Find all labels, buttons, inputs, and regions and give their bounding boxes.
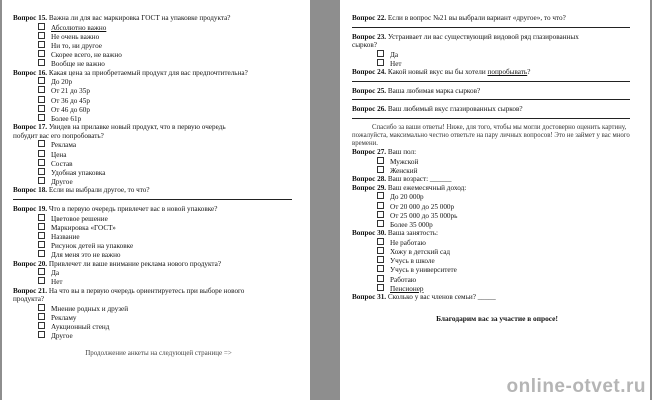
- option[interactable]: Более 35 000р: [352, 220, 642, 229]
- checkbox-icon[interactable]: [38, 159, 45, 166]
- checkbox-icon[interactable]: [377, 275, 384, 282]
- checkbox-icon[interactable]: [377, 166, 384, 173]
- option[interactable]: Рекламу: [13, 313, 304, 322]
- option[interactable]: Цена: [13, 150, 304, 159]
- questionnaire-page-2: [340, 0, 650, 400]
- checkbox-icon[interactable]: [38, 32, 45, 39]
- checkbox-icon[interactable]: [377, 192, 384, 199]
- answer-line[interactable]: [352, 24, 630, 28]
- question-22: Вопрос 22. Если в вопрос №21 вы выбрали вариант «другое», то что?: [352, 14, 566, 22]
- option[interactable]: Название: [13, 232, 304, 241]
- checkbox-icon[interactable]: [38, 268, 45, 275]
- checkbox-icon[interactable]: [38, 304, 45, 311]
- checkbox-icon[interactable]: [377, 238, 384, 245]
- option[interactable]: Не очень важно: [13, 32, 304, 41]
- option[interactable]: Для меня это не важно: [13, 250, 304, 259]
- answer-line[interactable]: [352, 115, 630, 119]
- checkbox-icon[interactable]: [38, 50, 45, 57]
- option[interactable]: Хожу в детский сад: [352, 247, 642, 256]
- checkbox-icon[interactable]: [38, 96, 45, 103]
- question-16: Вопрос 16. Какая цена за приобретаемый продукт для вас предпочтительна?: [13, 68, 248, 77]
- option[interactable]: Рисунок детей на упаковке: [13, 241, 304, 250]
- option[interactable]: Реклама: [13, 140, 304, 149]
- question-23-cont: сырков?: [352, 41, 377, 50]
- option[interactable]: От 46 до 60р: [13, 105, 304, 114]
- option[interactable]: Маркировка «ГОСТ»: [13, 223, 304, 232]
- checkbox-icon[interactable]: [377, 220, 384, 227]
- checkbox-icon[interactable]: [38, 140, 45, 147]
- checkbox-icon[interactable]: [38, 23, 45, 30]
- question-25: Вопрос 25. Ваша любимая марка сырков?: [352, 86, 481, 95]
- answer-line[interactable]: [13, 196, 292, 200]
- answer-line[interactable]: [352, 78, 630, 82]
- question-26: Вопрос 26. Ваш любимый вкус глазированных сырков?: [352, 105, 523, 114]
- question-23: Вопрос 23. Устраивает ли вас существующий видовой ряд глазированных: [352, 32, 579, 41]
- thanks-note: Благодарим вас за участие в опросе!: [436, 313, 558, 323]
- checkbox-icon[interactable]: [38, 177, 45, 184]
- option[interactable]: Вообще не важно: [13, 59, 304, 68]
- option[interactable]: Учусь в университете: [352, 265, 642, 274]
- checkbox-icon[interactable]: [38, 331, 45, 338]
- checkbox-icon[interactable]: [377, 157, 384, 164]
- option[interactable]: Да: [13, 268, 304, 277]
- option[interactable]: Работаю: [352, 275, 642, 284]
- question-21-cont: продукта?: [13, 295, 45, 304]
- personal-intro: Спасибо за ваши ответы! Ниже, для того, чтобы мы могли достоверно оценить картину, пожалуйста, максимально честно ответьте на пару личных вопросов! Это не займет у вас много времени.: [352, 123, 630, 148]
- question-29: Вопрос 29. Ваш ежемесячный доход:: [352, 183, 467, 192]
- option[interactable]: Пенсионер: [352, 284, 642, 293]
- checkbox-icon[interactable]: [38, 313, 45, 320]
- option[interactable]: Нет: [13, 277, 304, 286]
- checkbox-icon[interactable]: [38, 277, 45, 284]
- checkbox-icon[interactable]: [38, 232, 45, 239]
- option[interactable]: Учусь в школе: [352, 256, 642, 265]
- checkbox-icon[interactable]: [38, 250, 45, 257]
- option[interactable]: Мужской: [352, 157, 642, 166]
- checkbox-icon[interactable]: [377, 202, 384, 209]
- question-18: Вопрос 18. Если вы выбрали другое, то что?: [13, 186, 150, 195]
- question-30: Вопрос 30. Ваша занятость:: [352, 229, 439, 238]
- answer-line[interactable]: [352, 96, 630, 100]
- option[interactable]: Да: [352, 50, 642, 59]
- checkbox-icon[interactable]: [377, 284, 384, 291]
- option[interactable]: Состав: [13, 159, 304, 168]
- option[interactable]: Ни то, ни другое: [13, 41, 304, 50]
- checkbox-icon[interactable]: [38, 86, 45, 93]
- option[interactable]: Нет: [352, 59, 642, 68]
- option[interactable]: Удобная упаковка: [13, 168, 304, 177]
- checkbox-icon[interactable]: [38, 223, 45, 230]
- question-15: Вопрос 15. Важна ли для вас маркировка ГОСТ на упаковке продукта?: [13, 14, 231, 22]
- questionnaire-page-1: [2, 0, 310, 400]
- question-17: Вопрос 17. Увидев на прилавке новый продукт, что в первую очередь: [13, 123, 226, 132]
- question-20: Вопрос 20. Привлечет ли ваше внимание реклама нового продукта?: [13, 259, 222, 268]
- watermark: online-otvet.ru: [506, 376, 646, 397]
- checkbox-icon[interactable]: [377, 59, 384, 66]
- checkbox-icon[interactable]: [38, 105, 45, 112]
- checkbox-icon[interactable]: [377, 247, 384, 254]
- continue-note: Продолжение анкеты на следующей странице =>: [85, 348, 232, 357]
- option[interactable]: До 20р: [13, 77, 304, 86]
- option[interactable]: Не работаю: [352, 238, 642, 247]
- option[interactable]: Цветовое решение: [13, 214, 304, 223]
- checkbox-icon[interactable]: [38, 41, 45, 48]
- checkbox-icon[interactable]: [377, 265, 384, 272]
- question-17-cont: побудит вас его попробовать?: [13, 131, 104, 140]
- option[interactable]: От 36 до 45р: [13, 96, 304, 105]
- checkbox-icon[interactable]: [377, 211, 384, 218]
- checkbox-icon[interactable]: [38, 168, 45, 175]
- option[interactable]: Скорее всего, не важно: [13, 50, 304, 59]
- option[interactable]: До 20 000р: [352, 192, 642, 201]
- checkbox-icon[interactable]: [38, 322, 45, 329]
- checkbox-icon[interactable]: [38, 150, 45, 157]
- checkbox-icon[interactable]: [38, 77, 45, 84]
- option[interactable]: Женский: [352, 166, 642, 175]
- question-19: Вопрос 19. Что в первую очередь привлечет вас в новой упаковке?: [13, 205, 218, 214]
- option[interactable]: Абсолютно важно: [13, 23, 304, 32]
- checkbox-icon[interactable]: [377, 256, 384, 263]
- question-28: Вопрос 28. Ваш возраст: ______: [352, 175, 452, 184]
- checkbox-icon[interactable]: [38, 214, 45, 221]
- option[interactable]: Мнение родных и друзей: [13, 304, 304, 313]
- question-31: Вопрос 31. Сколько у вас членов семьи? _____: [352, 293, 496, 302]
- option[interactable]: Другое: [13, 331, 304, 340]
- option[interactable]: От 21 до 35р: [13, 86, 304, 95]
- checkbox-icon[interactable]: [38, 241, 45, 248]
- checkbox-icon[interactable]: [38, 114, 45, 121]
- option[interactable]: От 25 000 до 35 000рь: [352, 211, 642, 220]
- question-21: Вопрос 21. На что вы в первую очередь ориентируетесь при выборе нового: [13, 286, 245, 295]
- question-27: Вопрос 27. Ваш пол:: [352, 148, 417, 157]
- option[interactable]: Более 61р: [13, 114, 304, 123]
- checkbox-icon[interactable]: [377, 50, 384, 57]
- option[interactable]: От 20 000 до 25 000р: [352, 202, 642, 211]
- option[interactable]: Другое: [13, 177, 304, 186]
- checkbox-icon[interactable]: [38, 59, 45, 66]
- question-24: Вопрос 24. Какой новый вкус вы бы хотели попробывать?: [352, 68, 531, 77]
- option[interactable]: Аукционный стенд: [13, 322, 304, 331]
